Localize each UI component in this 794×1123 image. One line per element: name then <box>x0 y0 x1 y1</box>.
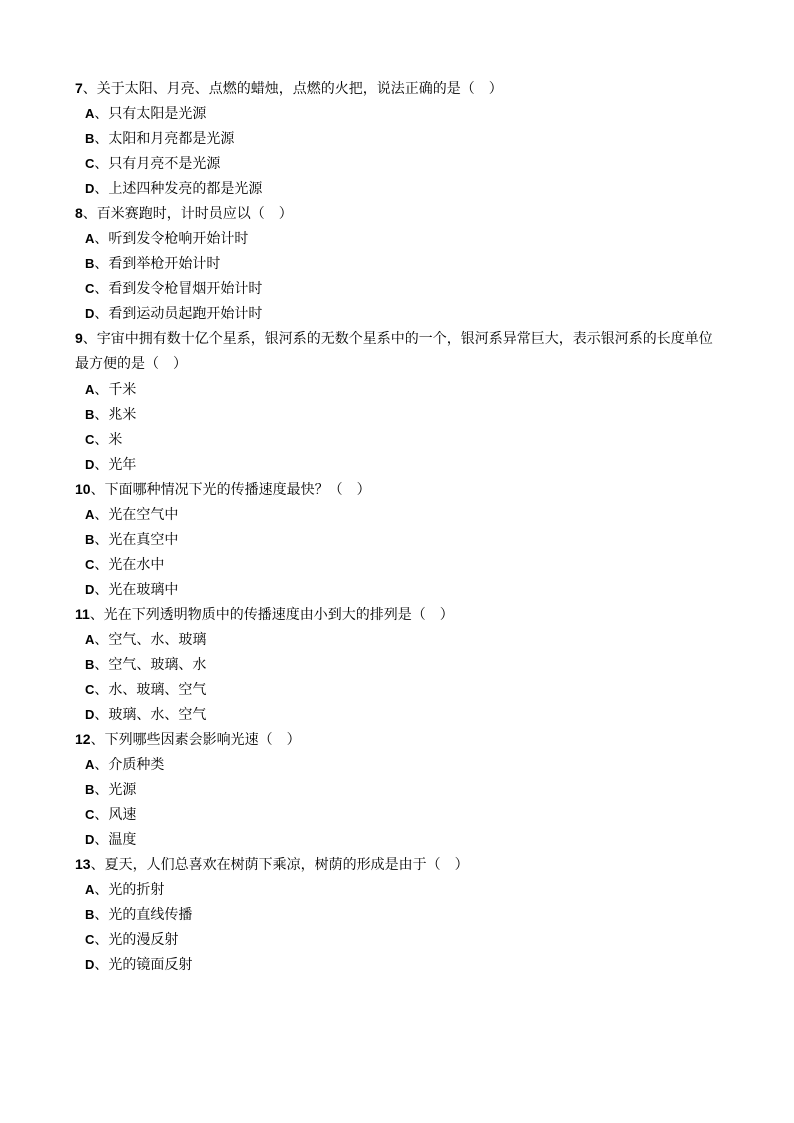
option-letter: B <box>85 256 95 271</box>
question-number: 9 <box>75 330 83 346</box>
option-text: 、水、玻璃、空气 <box>94 682 207 698</box>
option-letter: C <box>85 682 95 697</box>
option-12c <box>75 802 725 827</box>
question-number: 12 <box>75 731 91 747</box>
option-text: 、听到发令枪响开始计时 <box>94 231 249 247</box>
option-text: 、只有太阳是光源 <box>94 106 207 122</box>
option-13b <box>75 902 725 927</box>
option-letter: A <box>85 382 95 397</box>
option-letter: C <box>85 281 95 296</box>
question-text: 、光在下列透明物质中的传播速度由小到大的排列是（ ） <box>89 607 454 623</box>
question-text: 、下面哪种情况下光的传播速度最快？（ ） <box>90 482 371 498</box>
option-11b <box>75 652 725 677</box>
question-number: 10 <box>75 481 91 497</box>
option-letter: B <box>85 532 95 547</box>
option-text: 、空气、玻璃、水 <box>94 657 207 673</box>
question-9 <box>75 326 725 377</box>
option-letter: B <box>85 407 95 422</box>
option-text: 、光在水中 <box>94 557 165 573</box>
option-text: 、光的折射 <box>94 882 165 898</box>
option-11c <box>75 677 725 702</box>
option-text: 、光的直线传播 <box>94 907 193 923</box>
option-12b <box>75 777 725 802</box>
option-letter: D <box>85 957 95 972</box>
option-7d <box>75 176 725 201</box>
option-text: 、只有月亮不是光源 <box>94 156 221 172</box>
option-letter: B <box>85 782 95 797</box>
question-number: 13 <box>75 856 91 872</box>
option-text: 、光源 <box>94 782 137 798</box>
option-letter: B <box>85 657 95 672</box>
option-letter: D <box>85 832 95 847</box>
question-text: 、下列哪些因素会影响光速（ ） <box>90 732 301 748</box>
option-13a <box>75 877 725 902</box>
option-letter: A <box>85 507 95 522</box>
option-text: 、介质种类 <box>94 757 165 773</box>
question-11 <box>75 602 725 627</box>
option-text: 、温度 <box>94 832 137 848</box>
option-text: 、光在玻璃中 <box>94 582 179 598</box>
option-text: 、光的漫反射 <box>94 932 179 948</box>
option-9a <box>75 377 725 402</box>
question-text: 、百米赛跑时，计时员应以（ ） <box>82 206 293 222</box>
option-text: 、看到运动员起跑开始计时 <box>94 306 263 322</box>
option-text: 、空气、水、玻璃 <box>94 632 207 648</box>
option-text: 、米 <box>94 432 123 448</box>
option-letter: A <box>85 106 95 121</box>
option-text: 、看到发令枪冒烟开始计时 <box>94 281 263 297</box>
option-letter: D <box>85 582 95 597</box>
option-8d <box>75 301 725 326</box>
option-text: 、兆米 <box>94 407 137 423</box>
option-letter: C <box>85 156 95 171</box>
question-text: 、关于太阳、月亮、点燃的蜡烛，点燃的火把，说法正确的是（ ） <box>82 81 503 97</box>
option-10a <box>75 502 725 527</box>
option-letter: C <box>85 807 95 822</box>
option-13c <box>75 927 725 952</box>
option-letter: D <box>85 457 95 472</box>
option-text: 、太阳和月亮都是光源 <box>94 131 235 147</box>
question-number: 11 <box>75 606 90 622</box>
option-text: 、光年 <box>94 457 137 473</box>
option-letter: A <box>85 882 95 897</box>
option-text: 、玻璃、水、空气 <box>94 707 207 723</box>
option-text: 、风速 <box>94 807 137 823</box>
option-text: 、光在空气中 <box>94 507 179 523</box>
option-11d <box>75 702 725 727</box>
option-text: 、上述四种发亮的都是光源 <box>94 181 263 197</box>
question-number: 8 <box>75 205 83 221</box>
question-7 <box>75 76 725 101</box>
option-10d <box>75 577 725 602</box>
option-7c <box>75 151 725 176</box>
option-7a <box>75 101 725 126</box>
option-letter: D <box>85 181 95 196</box>
option-text: 、光的镜面反射 <box>94 957 193 973</box>
option-13d <box>75 952 725 977</box>
option-11a <box>75 627 725 652</box>
question-text: 、夏天，人们总喜欢在树荫下乘凉，树荫的形成是由于（ ） <box>90 857 469 873</box>
question-text: 、宇宙中拥有数十亿个星系，银河系的无数个星系中的一个，银河系异常巨大，表示银河系的长度单位最方便的是（ ） <box>75 331 713 372</box>
option-letter: C <box>85 432 95 447</box>
option-letter: A <box>85 231 95 246</box>
question-10 <box>75 477 725 502</box>
option-text: 、光在真空中 <box>94 532 179 548</box>
option-letter: D <box>85 306 95 321</box>
question-8 <box>75 201 725 226</box>
question-sheet <box>75 76 725 977</box>
option-7b <box>75 126 725 151</box>
option-letter: A <box>85 632 95 647</box>
question-12 <box>75 727 725 752</box>
option-letter: B <box>85 907 95 922</box>
option-letter: B <box>85 131 95 146</box>
question-13 <box>75 852 725 877</box>
option-10b <box>75 527 725 552</box>
option-9b <box>75 402 725 427</box>
option-8b <box>75 251 725 276</box>
option-letter: D <box>85 707 95 722</box>
option-letter: C <box>85 557 95 572</box>
option-9c <box>75 427 725 452</box>
option-8a <box>75 226 725 251</box>
option-text: 、看到举枪开始计时 <box>94 256 221 272</box>
option-letter: A <box>85 757 95 772</box>
option-12d <box>75 827 725 852</box>
option-8c <box>75 276 725 301</box>
option-text: 、千米 <box>94 382 137 398</box>
option-9d <box>75 452 725 477</box>
question-number: 7 <box>75 80 83 96</box>
option-10c <box>75 552 725 577</box>
option-12a <box>75 752 725 777</box>
option-letter: C <box>85 932 95 947</box>
